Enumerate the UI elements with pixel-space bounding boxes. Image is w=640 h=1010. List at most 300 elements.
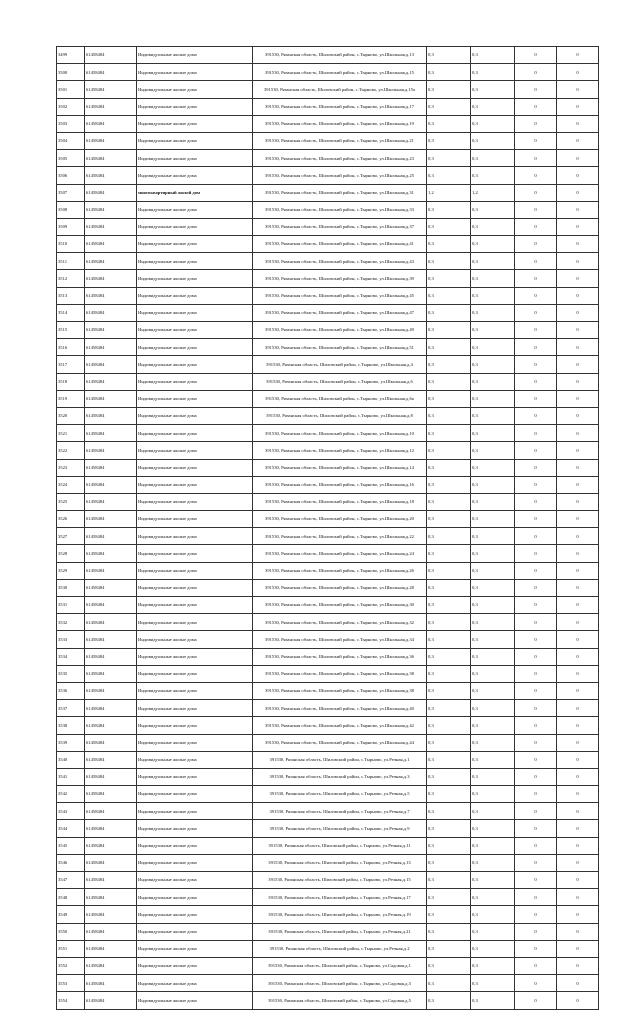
address-cell: 391530, Рязанская область, Шиловский район, с.Тырново, ул.Школьная,д.30 bbox=[253, 597, 427, 614]
value-d-cell: 0 bbox=[557, 786, 599, 803]
building-type-cell: Индивидуальные жилые дома bbox=[137, 803, 253, 820]
address-cell: 391530, Рязанская область, Шиловский район, с.Тырново, ул.Речная,д.19 bbox=[253, 906, 427, 923]
value-c-cell: 0 bbox=[515, 373, 557, 390]
table-row bbox=[57, 957, 599, 974]
table-row bbox=[57, 751, 599, 768]
value-d-cell: 0 bbox=[557, 390, 599, 407]
value-d-cell: 0 bbox=[557, 700, 599, 717]
table-row bbox=[57, 287, 599, 304]
address-cell: 391530, Рязанская область, Шиловский район, с.Тырново, ул.Речная,д.3 bbox=[253, 768, 427, 785]
value-c-cell: 0 bbox=[515, 150, 557, 167]
value-a-cell: 0,3 bbox=[427, 648, 471, 665]
oktmo-code-cell: 61458484 bbox=[85, 407, 137, 424]
address-cell: 391530, Рязанская область, Шиловский район, с.Тырново, ул.Речная,д.21 bbox=[253, 923, 427, 940]
row-number-cell: 3505 bbox=[57, 150, 85, 167]
value-a-cell: 0,3 bbox=[427, 717, 471, 734]
value-c-cell: 0 bbox=[515, 854, 557, 871]
value-d-cell: 0 bbox=[557, 631, 599, 648]
value-d-cell: 0 bbox=[557, 923, 599, 940]
value-a-cell: 0,3 bbox=[427, 150, 471, 167]
value-b-cell: 0,3 bbox=[471, 425, 515, 442]
value-c-cell: 0 bbox=[515, 992, 557, 1009]
row-number-cell: 3528 bbox=[57, 545, 85, 562]
value-d-cell: 0 bbox=[557, 803, 599, 820]
building-type-cell: Индивидуальные жилые дома bbox=[137, 98, 253, 115]
value-c-cell: 0 bbox=[515, 734, 557, 751]
table-row bbox=[57, 81, 599, 98]
value-d-cell: 0 bbox=[557, 356, 599, 373]
value-a-cell: 0,3 bbox=[427, 236, 471, 253]
row-number-cell: 3534 bbox=[57, 648, 85, 665]
value-a-cell: 0,3 bbox=[427, 768, 471, 785]
value-d-cell: 0 bbox=[557, 872, 599, 889]
value-d-cell: 0 bbox=[557, 665, 599, 682]
value-c-cell: 0 bbox=[515, 287, 557, 304]
row-number-cell: 3552 bbox=[57, 957, 85, 974]
address-cell: 391530, Рязанская область, Шиловский район, с.Тырново, ул.Речная,д.2 bbox=[253, 940, 427, 957]
value-b-cell: 0,3 bbox=[471, 253, 515, 270]
table-row bbox=[57, 201, 599, 218]
oktmo-code-cell: 61458484 bbox=[85, 218, 137, 235]
value-a-cell: 0,3 bbox=[427, 476, 471, 493]
building-type-cell: Индивидуальные жилые дома bbox=[137, 665, 253, 682]
value-b-cell: 0,3 bbox=[471, 786, 515, 803]
value-c-cell: 0 bbox=[515, 356, 557, 373]
value-d-cell: 0 bbox=[557, 579, 599, 596]
value-b-cell: 0,3 bbox=[471, 511, 515, 528]
row-number-cell: 3527 bbox=[57, 528, 85, 545]
row-number-cell: 3511 bbox=[57, 253, 85, 270]
building-type-cell: Индивидуальные жилые дома bbox=[137, 132, 253, 149]
oktmo-code-cell: 61458484 bbox=[85, 700, 137, 717]
value-c-cell: 0 bbox=[515, 339, 557, 356]
oktmo-code-cell: 61458484 bbox=[85, 872, 137, 889]
address-cell: 391530, Рязанская область, Шиловский район, с.Тырново, ул.Садовая,д.3 bbox=[253, 975, 427, 992]
row-number-cell: 3501 bbox=[57, 81, 85, 98]
row-number-cell: 3532 bbox=[57, 614, 85, 631]
value-a-cell: 0,3 bbox=[427, 906, 471, 923]
building-type-cell: Индивидуальные жилые дома bbox=[137, 253, 253, 270]
value-d-cell: 0 bbox=[557, 167, 599, 184]
value-a-cell: 0,3 bbox=[427, 631, 471, 648]
address-cell: 391530, Рязанская область, Шиловский район, с.Тырново, ул.Школьная,д.21 bbox=[253, 132, 427, 149]
row-number-cell: 3546 bbox=[57, 854, 85, 871]
table-row bbox=[57, 631, 599, 648]
value-b-cell: 0,3 bbox=[471, 872, 515, 889]
value-b-cell: 0,3 bbox=[471, 167, 515, 184]
oktmo-code-cell: 61458484 bbox=[85, 339, 137, 356]
value-b-cell: 0,3 bbox=[471, 132, 515, 149]
value-c-cell: 0 bbox=[515, 98, 557, 115]
table-row bbox=[57, 356, 599, 373]
value-d-cell: 0 bbox=[557, 528, 599, 545]
table-row bbox=[57, 545, 599, 562]
oktmo-code-cell: 61458484 bbox=[85, 545, 137, 562]
value-b-cell: 0,3 bbox=[471, 803, 515, 820]
building-type-cell: Индивидуальные жилые дома bbox=[137, 768, 253, 785]
table-row bbox=[57, 614, 599, 631]
value-a-cell: 0,3 bbox=[427, 528, 471, 545]
building-type-cell: Индивидуальные жилые дома bbox=[137, 356, 253, 373]
table-row bbox=[57, 236, 599, 253]
value-a-cell: 0,3 bbox=[427, 562, 471, 579]
value-c-cell: 0 bbox=[515, 700, 557, 717]
building-type-cell: Индивидуальные жилые дома bbox=[137, 218, 253, 235]
value-d-cell: 0 bbox=[557, 98, 599, 115]
table-row bbox=[57, 390, 599, 407]
value-d-cell: 0 bbox=[557, 906, 599, 923]
building-type-cell: Индивидуальные жилые дома bbox=[137, 201, 253, 218]
address-cell: 391530, Рязанская область, Шиловский район, с.Тырново, ул.Школьная,д.20 bbox=[253, 511, 427, 528]
value-c-cell: 0 bbox=[515, 115, 557, 132]
value-a-cell: 0,3 bbox=[427, 700, 471, 717]
value-a-cell: 0,3 bbox=[427, 425, 471, 442]
oktmo-code-cell: 61458484 bbox=[85, 786, 137, 803]
building-type-cell: Индивидуальные жилые дома bbox=[137, 545, 253, 562]
address-cell: 391530, Рязанская область, Шиловский район, с.Тырново, ул.Садовая,д.5 bbox=[253, 992, 427, 1009]
row-number-cell: 3542 bbox=[57, 786, 85, 803]
address-cell: 391530, Рязанская область, Шиловский район, с.Тырново, ул.Школьная,д.16 bbox=[253, 476, 427, 493]
building-type-cell: Индивидуальные жилые дома bbox=[137, 820, 253, 837]
value-b-cell: 0,3 bbox=[471, 957, 515, 974]
value-b-cell: 0,3 bbox=[471, 579, 515, 596]
address-cell: 391530, Рязанская область, Шиловский район, с.Тырново, ул.Речная,д.17 bbox=[253, 889, 427, 906]
address-cell: 391530, Рязанская область, Шиловский район, с.Тырново, ул.Школьная,д.28 bbox=[253, 579, 427, 596]
table-row bbox=[57, 872, 599, 889]
value-d-cell: 0 bbox=[557, 493, 599, 510]
value-d-cell: 0 bbox=[557, 992, 599, 1009]
row-number-cell: 3554 bbox=[57, 992, 85, 1009]
value-d-cell: 0 bbox=[557, 734, 599, 751]
row-number-cell: 3513 bbox=[57, 287, 85, 304]
address-cell: 391530, Рязанская область, Шиловский район, с.Тырново, ул.Школьная,д.8 bbox=[253, 407, 427, 424]
oktmo-code-cell: 61458484 bbox=[85, 906, 137, 923]
value-d-cell: 0 bbox=[557, 270, 599, 287]
row-number-cell: 3543 bbox=[57, 803, 85, 820]
value-d-cell: 0 bbox=[557, 717, 599, 734]
value-a-cell: 0,3 bbox=[427, 786, 471, 803]
address-cell: 391530, Рязанская область, Шиловский район, с.Тырново, ул.Школьная,д.33 bbox=[253, 201, 427, 218]
value-b-cell: 0,3 bbox=[471, 700, 515, 717]
row-number-cell: 3536 bbox=[57, 682, 85, 699]
value-d-cell: 0 bbox=[557, 218, 599, 235]
value-c-cell: 0 bbox=[515, 837, 557, 854]
oktmo-code-cell: 61458484 bbox=[85, 768, 137, 785]
value-d-cell: 0 bbox=[557, 407, 599, 424]
value-a-cell: 0,3 bbox=[427, 734, 471, 751]
table-row bbox=[57, 734, 599, 751]
value-b-cell: 0,3 bbox=[471, 322, 515, 339]
building-type-cell: Индивидуальные жилые дома bbox=[137, 614, 253, 631]
value-c-cell: 0 bbox=[515, 614, 557, 631]
value-a-cell: 0,3 bbox=[427, 322, 471, 339]
address-cell: 391530, Рязанская область, Шиловский район, с.Тырново, ул.Школьная,д.26 bbox=[253, 562, 427, 579]
oktmo-code-cell: 61458484 bbox=[85, 528, 137, 545]
address-cell: 391530, Рязанская область, Шиловский район, с.Тырново, ул.Речная,д.5 bbox=[253, 786, 427, 803]
row-number-cell: 3507 bbox=[57, 184, 85, 201]
value-b-cell: 0,3 bbox=[471, 648, 515, 665]
value-a-cell: 0,3 bbox=[427, 820, 471, 837]
row-number-cell: 3529 bbox=[57, 562, 85, 579]
address-cell: 391530, Рязанская область, Шиловский район, с.Тырново, ул.Школьная,д.31 bbox=[253, 184, 427, 201]
value-d-cell: 0 bbox=[557, 150, 599, 167]
value-c-cell: 0 bbox=[515, 81, 557, 98]
oktmo-code-cell: 61458484 bbox=[85, 734, 137, 751]
address-cell: 391530, Рязанская область, Шиловский район, с.Тырново, ул.Школьная,д.47 bbox=[253, 304, 427, 321]
building-type-cell: Индивидуальные жилые дома bbox=[137, 700, 253, 717]
value-c-cell: 0 bbox=[515, 545, 557, 562]
value-a-cell: 0,3 bbox=[427, 218, 471, 235]
value-b-cell: 0,3 bbox=[471, 992, 515, 1009]
row-number-cell: 3535 bbox=[57, 665, 85, 682]
oktmo-code-cell: 61458484 bbox=[85, 820, 137, 837]
table-row bbox=[57, 339, 599, 356]
building-type-cell: Индивидуальные жилые дома bbox=[137, 975, 253, 992]
table-row bbox=[57, 717, 599, 734]
address-cell: 391530, Рязанская область, Шиловский район, с.Тырново, ул.Садовая,д.1 bbox=[253, 957, 427, 974]
address-cell: 391530, Рязанская область, Шиловский район, с.Тырново, ул.Школьная,д.19 bbox=[253, 115, 427, 132]
value-d-cell: 0 bbox=[557, 425, 599, 442]
value-b-cell: 0,3 bbox=[471, 270, 515, 287]
address-cell: 391530, Рязанская область, Шиловский район, с.Тырново, ул.Школьная,д.41 bbox=[253, 236, 427, 253]
oktmo-code-cell: 61458484 bbox=[85, 132, 137, 149]
value-a-cell: 0,3 bbox=[427, 614, 471, 631]
value-b-cell: 0,3 bbox=[471, 923, 515, 940]
building-type-cell: Индивидуальные жилые дома bbox=[137, 511, 253, 528]
value-a-cell: 0,3 bbox=[427, 751, 471, 768]
row-number-cell: 3526 bbox=[57, 511, 85, 528]
row-number-cell: 3509 bbox=[57, 218, 85, 235]
table-row bbox=[57, 648, 599, 665]
value-b-cell: 0,3 bbox=[471, 614, 515, 631]
row-number-cell: 3502 bbox=[57, 98, 85, 115]
row-number-cell: 3544 bbox=[57, 820, 85, 837]
building-type-cell: Индивидуальные жилые дома bbox=[137, 923, 253, 940]
address-cell: 391530, Рязанская область, Шиловский район, с.Тырново, ул.Школьная,д.14 bbox=[253, 459, 427, 476]
table-row bbox=[57, 923, 599, 940]
building-type-cell: Индивидуальные жилые дома bbox=[137, 287, 253, 304]
oktmo-code-cell: 61458484 bbox=[85, 322, 137, 339]
value-d-cell: 0 bbox=[557, 459, 599, 476]
value-c-cell: 0 bbox=[515, 957, 557, 974]
value-a-cell: 1,2 bbox=[427, 184, 471, 201]
oktmo-code-cell: 61458484 bbox=[85, 98, 137, 115]
table-row bbox=[57, 889, 599, 906]
building-type-cell: Индивидуальные жилые дома bbox=[137, 64, 253, 81]
value-c-cell: 0 bbox=[515, 184, 557, 201]
value-a-cell: 0,3 bbox=[427, 682, 471, 699]
building-type-cell: Индивидуальные жилые дома bbox=[137, 682, 253, 699]
oktmo-code-cell: 61458484 bbox=[85, 682, 137, 699]
oktmo-code-cell: 61458484 bbox=[85, 562, 137, 579]
value-a-cell: 0,3 bbox=[427, 957, 471, 974]
value-c-cell: 0 bbox=[515, 889, 557, 906]
value-d-cell: 0 bbox=[557, 889, 599, 906]
address-cell: 391530, Рязанская область, Шиловский район, с.Тырново, ул.Школьная,д.17 bbox=[253, 98, 427, 115]
value-b-cell: 1,2 bbox=[471, 184, 515, 201]
row-number-cell: 3548 bbox=[57, 889, 85, 906]
value-b-cell: 0,3 bbox=[471, 64, 515, 81]
row-number-cell: 3524 bbox=[57, 476, 85, 493]
oktmo-code-cell: 61458484 bbox=[85, 390, 137, 407]
table-row bbox=[57, 493, 599, 510]
building-type-cell: Индивидуальные жилые дома bbox=[137, 493, 253, 510]
value-d-cell: 0 bbox=[557, 545, 599, 562]
table-row bbox=[57, 132, 599, 149]
address-cell: 391530, Рязанская область, Шиловский район, с.Тырново, ул.Школьная,д.15 bbox=[253, 64, 427, 81]
value-b-cell: 0,3 bbox=[471, 665, 515, 682]
value-b-cell: 0,3 bbox=[471, 373, 515, 390]
value-b-cell: 0,3 bbox=[471, 751, 515, 768]
oktmo-code-cell: 61458484 bbox=[85, 923, 137, 940]
address-cell: 391530, Рязанская область, Шиловский район, с.Тырново, ул.Школьная,д.12 bbox=[253, 442, 427, 459]
value-c-cell: 0 bbox=[515, 253, 557, 270]
value-d-cell: 0 bbox=[557, 476, 599, 493]
building-type-cell: Индивидуальные жилые дома bbox=[137, 390, 253, 407]
address-cell: 391530, Рязанская область, Шиловский район, с.Тырново, ул.Школьная,д.44 bbox=[253, 734, 427, 751]
value-c-cell: 0 bbox=[515, 872, 557, 889]
oktmo-code-cell: 61458484 bbox=[85, 304, 137, 321]
value-d-cell: 0 bbox=[557, 115, 599, 132]
oktmo-code-cell: 61458484 bbox=[85, 614, 137, 631]
oktmo-code-cell: 61458484 bbox=[85, 648, 137, 665]
table-row bbox=[57, 253, 599, 270]
value-d-cell: 0 bbox=[557, 253, 599, 270]
oktmo-code-cell: 61458484 bbox=[85, 803, 137, 820]
value-d-cell: 0 bbox=[557, 751, 599, 768]
address-cell: 391530, Рязанская область, Шиловский район, с.Тырново, ул.Школьная,д.10 bbox=[253, 425, 427, 442]
value-b-cell: 0,3 bbox=[471, 304, 515, 321]
table-row bbox=[57, 992, 599, 1009]
oktmo-code-cell: 61458484 bbox=[85, 236, 137, 253]
table-row bbox=[57, 47, 599, 64]
address-cell: 391530, Рязанская область, Шиловский район, с.Тырново, ул.Школьная,д.6 bbox=[253, 373, 427, 390]
housing-table bbox=[56, 46, 599, 1010]
address-cell: 391530, Рязанская область, Шиловский район, с.Тырново, ул.Школьная,д.42 bbox=[253, 717, 427, 734]
value-d-cell: 0 bbox=[557, 47, 599, 64]
table-row bbox=[57, 476, 599, 493]
address-cell: 391530, Рязанская область, Шиловский район, с.Тырново, ул.Школьная,д.38 bbox=[253, 665, 427, 682]
table-row bbox=[57, 975, 599, 992]
table-row bbox=[57, 184, 599, 201]
address-cell: 391530, Рязанская область, Шиловский район, с.Тырново, ул.Школьная,д.38 bbox=[253, 682, 427, 699]
value-a-cell: 0,3 bbox=[427, 270, 471, 287]
value-b-cell: 0,3 bbox=[471, 236, 515, 253]
oktmo-code-cell: 61458484 bbox=[85, 167, 137, 184]
value-c-cell: 0 bbox=[515, 786, 557, 803]
oktmo-code-cell: 61458484 bbox=[85, 287, 137, 304]
value-d-cell: 0 bbox=[557, 339, 599, 356]
building-type-cell: Индивидуальные жилые дома bbox=[137, 373, 253, 390]
building-type-cell: Индивидуальные жилые дома bbox=[137, 236, 253, 253]
oktmo-code-cell: 61458484 bbox=[85, 184, 137, 201]
building-type-cell: Индивидуальные жилые дома bbox=[137, 872, 253, 889]
value-a-cell: 0,3 bbox=[427, 287, 471, 304]
table-row bbox=[57, 459, 599, 476]
address-cell: 391530, Рязанская область, Шиловский район, с.Тырново, ул.Школьная,д.43 bbox=[253, 253, 427, 270]
value-b-cell: 0,3 bbox=[471, 459, 515, 476]
value-b-cell: 0,3 bbox=[471, 940, 515, 957]
building-type-cell: Индивидуальные жилые дома bbox=[137, 528, 253, 545]
value-d-cell: 0 bbox=[557, 768, 599, 785]
building-type-cell: Индивидуальные жилые дома bbox=[137, 270, 253, 287]
address-cell: 391530, Рязанская область, Шиловский район, с.Тырново, ул.Речная,д.9 bbox=[253, 820, 427, 837]
row-number-cell: 3550 bbox=[57, 923, 85, 940]
value-a-cell: 0,3 bbox=[427, 803, 471, 820]
value-d-cell: 0 bbox=[557, 820, 599, 837]
value-c-cell: 0 bbox=[515, 425, 557, 442]
address-cell: 391530, Рязанская область, Шиловский район, с.Тырново, ул.Школьная,д.23 bbox=[253, 150, 427, 167]
table-row bbox=[57, 511, 599, 528]
value-a-cell: 0,3 bbox=[427, 442, 471, 459]
table-row bbox=[57, 425, 599, 442]
building-type-cell: Индивидуальные жилые дома bbox=[137, 407, 253, 424]
value-b-cell: 0,3 bbox=[471, 390, 515, 407]
value-c-cell: 0 bbox=[515, 803, 557, 820]
building-type-cell: Индивидуальные жилые дома bbox=[137, 459, 253, 476]
value-d-cell: 0 bbox=[557, 304, 599, 321]
row-number-cell: 3504 bbox=[57, 132, 85, 149]
value-d-cell: 0 bbox=[557, 81, 599, 98]
oktmo-code-cell: 61458484 bbox=[85, 631, 137, 648]
oktmo-code-cell: 61458484 bbox=[85, 992, 137, 1009]
value-c-cell: 0 bbox=[515, 459, 557, 476]
value-a-cell: 0,3 bbox=[427, 356, 471, 373]
value-a-cell: 0,3 bbox=[427, 511, 471, 528]
value-d-cell: 0 bbox=[557, 957, 599, 974]
value-b-cell: 0,3 bbox=[471, 47, 515, 64]
value-d-cell: 0 bbox=[557, 201, 599, 218]
value-a-cell: 0,3 bbox=[427, 923, 471, 940]
row-number-cell: 3503 bbox=[57, 115, 85, 132]
row-number-cell: 3515 bbox=[57, 322, 85, 339]
oktmo-code-cell: 61458484 bbox=[85, 975, 137, 992]
building-type-cell: Индивидуальные жилые дома bbox=[137, 906, 253, 923]
value-c-cell: 0 bbox=[515, 64, 557, 81]
value-d-cell: 0 bbox=[557, 854, 599, 871]
value-a-cell: 0,3 bbox=[427, 545, 471, 562]
value-c-cell: 0 bbox=[515, 923, 557, 940]
table-row bbox=[57, 150, 599, 167]
table-row bbox=[57, 803, 599, 820]
address-cell: 391530, Рязанская область, Шиловский район, с.Тырново, ул.Речная,д.15 bbox=[253, 872, 427, 889]
value-a-cell: 0,3 bbox=[427, 201, 471, 218]
value-a-cell: 0,3 bbox=[427, 132, 471, 149]
table-row bbox=[57, 579, 599, 596]
oktmo-code-cell: 61458484 bbox=[85, 476, 137, 493]
value-b-cell: 0,3 bbox=[471, 717, 515, 734]
oktmo-code-cell: 61458484 bbox=[85, 854, 137, 871]
table-row bbox=[57, 64, 599, 81]
value-a-cell: 0,3 bbox=[427, 940, 471, 957]
value-b-cell: 0,3 bbox=[471, 150, 515, 167]
table-row bbox=[57, 373, 599, 390]
row-number-cell: 3500 bbox=[57, 64, 85, 81]
value-c-cell: 0 bbox=[515, 493, 557, 510]
table-row bbox=[57, 407, 599, 424]
building-type-cell: Индивидуальные жилые дома bbox=[137, 442, 253, 459]
row-number-cell: 3514 bbox=[57, 304, 85, 321]
value-a-cell: 0,3 bbox=[427, 253, 471, 270]
value-d-cell: 0 bbox=[557, 132, 599, 149]
address-cell: 391530, Рязанская область, Шиловский район, с.Тырново, ул.Школьная,д.49 bbox=[253, 322, 427, 339]
table-row bbox=[57, 442, 599, 459]
address-cell: 391530, Рязанская область, Шиловский район, с.Тырново, ул.Речная,д.11 bbox=[253, 837, 427, 854]
building-type-cell: Индивидуальные жилые дома bbox=[137, 854, 253, 871]
row-number-cell: 3520 bbox=[57, 407, 85, 424]
address-cell: 391530, Рязанская область, Шиловский район, с.Тырново, ул.Школьная,д.15а bbox=[253, 81, 427, 98]
value-c-cell: 0 bbox=[515, 631, 557, 648]
